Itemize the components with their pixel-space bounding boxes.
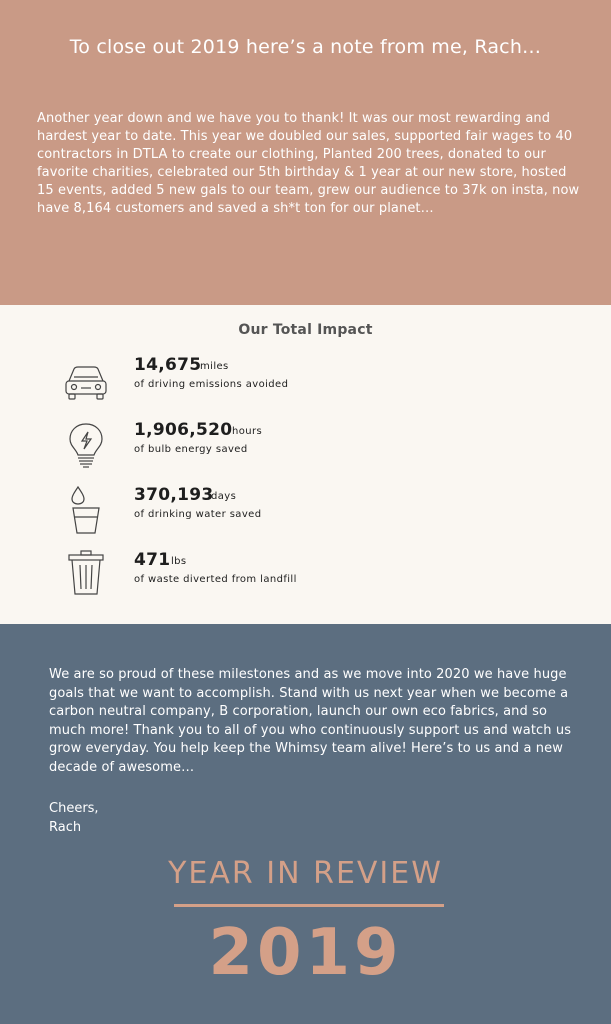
stat-value: 471 (134, 550, 171, 570)
closing-paragraph: We are so proud of these milestones and as we move into 2020 we have huge goals that we want to accomplish. Stand with us next year when we become a carbon neutral company, B corporation, launch our own eco fabrics, and so much more! Thank you to all of you who continuously support us and watch us grow everyday. You help keep the Whimsy team alive! Here’s to us and a new decade of awesome… (49, 667, 572, 775)
lightbulb-icon (60, 420, 112, 472)
stat-description: of driving emissions avoided (134, 379, 289, 390)
impact-heading: Our Total Impact (238, 322, 373, 338)
stat-value: 14,675 (134, 355, 202, 375)
impact-stat-driving (0, 355, 611, 415)
intro-paragraph: Another year down and we have you to thank! It was our most rewarding and hardest year to date. This year we doubled our sales, supported fair wages to 40 contractors in DTLA to create our clothing, Planted 200 trees, donated to our favorite charities, celebrated our 5th birthday & 1 year at our new store, hosted 15 events, added 5 new gals to our team, grew our audience to 37k on insta, now have 8,164 customers and saved a sh*t ton for our planet… (37, 111, 580, 216)
impact-stat-energy (0, 420, 611, 480)
page-title: To close out 2019 here’s a note from me, Rach… (69, 36, 542, 58)
impact-stat-waste (0, 550, 611, 610)
stat-unit: days (211, 491, 237, 502)
closing-section (0, 624, 611, 1024)
signoff (49, 800, 99, 837)
signoff-name: Rach (49, 819, 82, 835)
stat-value: 1,906,520 (134, 420, 233, 440)
stat-description: of drinking water saved (134, 509, 262, 520)
intro-section (0, 0, 611, 305)
stat-unit: hours (232, 426, 263, 437)
water-glass-icon (60, 485, 112, 537)
divider (174, 904, 444, 907)
year-label: 2019 (208, 916, 403, 990)
impact-stat-water (0, 485, 611, 545)
year-in-review-banner: YEAR IN REVIEW (168, 856, 443, 891)
stat-unit: lbs (171, 556, 187, 567)
impact-section (0, 305, 611, 624)
stat-unit: miles (200, 361, 229, 372)
signoff-greeting: Cheers, (49, 801, 99, 816)
car-icon (60, 355, 112, 407)
stat-value: 370,193 (134, 485, 214, 505)
trash-can-icon (60, 550, 112, 602)
stat-description: of waste diverted from landfill (134, 574, 297, 585)
stat-description: of bulb energy saved (134, 444, 248, 455)
